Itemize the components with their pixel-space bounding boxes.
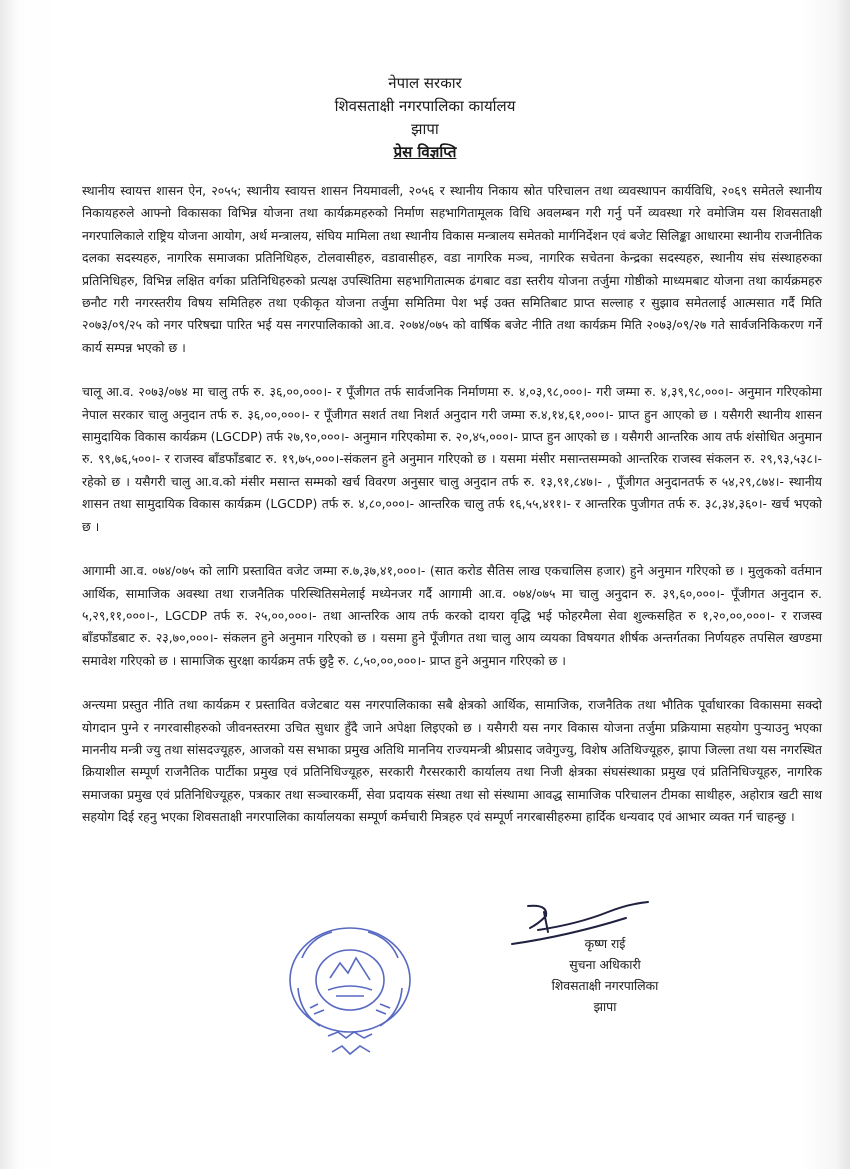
paragraph-current-year-budget: चालू आ.व. २०७३/०७४ मा चालु तर्फ रु. ३६,००,०००।- र पूँजीगत तर्फ सार्वजनिक निर्माणमा रु. ४,०३,९८,०००।- गरी जम्मा रु. ४,३९,९८,०००।- अनुमान गरिएकोमा नेपाल सरकार चालु अनुदान तर्फ रु. ३६,००,०००।- र पूँजीगत सशर्त तथा निशर्त अनुदान गरी जम्मा रु.४,१४,६१,०००।- प्राप्त हुन आएको छ । यसैगरी स्थानीय शासन सामुदायिक विकास कार्यक्रम (LGCDP) तर्फ २७,९०,०००।- अनुमान गरिएकोमा रु. २०,४५,०००।- प्राप्त हुन आएको छ । यसैगरी आन्तरिक आय तर्फ शंसोधित अनुमान रु. ९९,७६,५००।- र राजस्व बाँडफाँडबाट रु. १९,७५,०००।-संकलन हुने अनुमान गरिएको छ । यसमा मंसीर मसान्तसम्मको आन्तरिक राजस्व संकलन रु. २९,९३,५३८।-रहेको छ । यसैगरी चालु आ.व.को मंसीर मसान्त सम्मको खर्च विवरण अनुसार चालु अनुदान तर्फ रु. १३,९१,८४७।- , पूँजीगत अनुदानतर्फ रु ५४,२९,८७४।- स्थानीय शासन तथा सामुदायिक विकास कार्यक्रम (LGCDP) तर्फ रु. ४,८०,०००।- आन्तरिक चालु तर्फ १६,५५,४११।- र आन्तरिक पुजीगत तर्फ रु. ३८,३४,३६०।- खर्च भएको छ । bbox=[82, 384, 822, 534]
government-name: नेपाल सरकार bbox=[388, 74, 462, 92]
paragraph-thanks: अन्त्यमा प्रस्तुत नीति तथा कार्यक्रम र प्रस्तावित वजेटबाट यस नगरपालिकाका सबै क्षेत्रको आर्थिक, सामाजिक, राजनैतिक तथा भौतिक पूर्वाधारका विकासमा सक्दो योगदान पुग्ने र नगरवासीहरुको जीवनस्तरमा उचित सुधार हुँदै जाने अपेक्षा लिइएको छ । यसैगरी यस नगर विकास योजना तर्जुमा प्रक्रियामा सहयोग पुर्‍याउनु भएका माननीय मन्त्री ज्यु तथा सांसदज्यूहरु, आजको यस सभाका प्रमुख अतिथि माननिय राज्यमन्त्री श्रीप्रसाद जवेगुज्यु, विशेष अतिथिज्यूहरु, झापा जिल्ला तथा यस नगरस्थित क्रियाशील सम्पूर्ण राजनैतिक पार्टीका प्रमुख एवं प्रतिनिधिज्यूहरु, सरकारी गैरसरकारी कार्यालय तथा निजी क्षेत्रका संघसंस्थाका प्रमुख एवं प्रतिनिधिज्यूहरु, नागरिक समाजका प्रमुख एवं प्रतिनिधिज्यूहरु, पत्रकार तथा सञ्चारकर्मी, सेवा प्रदायक संस्था तथा सो संस्थामा आवद्ध सामाजिक परिचालन टीमका साथीहरु, अहोरात्र खटी साथ सहयोग दिई रहनु भएका शिवसताक्षी नगरपालिका कार्यालयका सम्पूर्ण कर्मचारी मित्रहरु एवं सम्पूर्ण नगरबासीहरुमा हार्दिक धन्यवाद एवं आभार व्यक्त गर्न चाहन्छु । bbox=[82, 697, 822, 825]
press-release-body bbox=[82, 180, 822, 851]
letterhead bbox=[0, 72, 850, 164]
paragraph-next-year-budget: आगामी आ.व. ०७४/०७५ को लागि प्रस्तावित वजेट जम्मा रु.७,३७,४१,०००।- (सात करोड सैतिस लाख एकचालिस हजार) हुने अनुमान गरिएको छ । मुलुकको वर्तमान आर्थिक, सामाजिक अवस्था तथा राजनैतिक परिस्थितिसमेलाई मध्येनजर गर्दै आगामी आ.व. ०७४/०७५ मा चालु अनुदान रु. ३९,६०,०००।- पूँजीगत अनुदान रु. ५,२९,११,०००।-, LGCDP तर्फ रु. २५,००,०००।- तथा आन्तरिक आय तर्फ करको दायरा वृद्धि भई फोहरमैला सेवा शुल्कसहित रु १,२०,००,०००।- र राजस्व बाँडफाँडबाट रु. २३,७०,०००।- संकलन हुने अनुमान गरिएको छ । यसमा हुने पूँजीगत तथा चालु आय व्ययका विषयगत शीर्षक अन्तर्गतका निर्णयहरु तपसिल खण्डमा समावेश गरिएको छ । सामाजिक सुरक्षा कार्यक्रम तर्फ छुट्टै रु. ८,५०,००,०००।- प्राप्त हुने अनुमान गरिएको छ । bbox=[82, 563, 822, 668]
signatory-name: कृष्ण राई bbox=[584, 936, 626, 951]
office-name: शिवसताक्षी नगरपालिका कार्यालय bbox=[334, 97, 516, 115]
document-title: प्रेस विज्ञप्ति bbox=[393, 143, 457, 161]
district-name: झापा bbox=[411, 120, 439, 138]
signatory-district: झापा bbox=[593, 999, 617, 1014]
signatory-designation: सुचना अधिकारी bbox=[569, 957, 641, 972]
office-seal-stamp bbox=[280, 918, 420, 1068]
paragraph-intro: स्थानीय स्वायत्त शासन ऐन, २०५५; स्थानीय स्वायत्त शासन नियमावली, २०५६ र स्थानीय निकाय स्रोत परिचालन तथा व्यवस्थापन कार्यविधि, २०६९ समेतले स्थानीय निकायहरुले आफ्नो विकासका विभिन्न योजना तथा कार्यक्रमहरुको निर्माण सहभागितामूलक विधि अवलम्बन गरी गर्नु पर्ने व्यवस्था गरे वमोजिम यस शिवसताक्षी नगरपालिकाले राष्ट्रिय योजना आयोग, अर्थ मन्त्रालय, संघिय मामिला तथा स्थानीय विकास मन्त्रालय समेतको मार्गनिर्देशन एवं बजेट सिलिङ्का आधारमा स्थानीय राजनीतिक दलका सदस्यहरु, नागरिक समाजका प्रतिनिधिहरु, टोलवासीहरु, वडावासीहरु, वडा नागरिक मञ्च, नागरिक सचेतना केन्द्रका सदस्यहरु, स्थानीय संघ संस्थाहरुका प्रतिनिधिहरु, विभिन्न लक्षित वर्गका प्रतिनिधिहरुको प्रत्यक्ष उपस्थितिमा सहभागितात्मक ढंगबाट वडा स्तरीय योजना तर्जुमा गोष्ठीको माध्यमबाट योजना तथा कार्यक्रमहरु छनौट गरी नगरस्तरीय विषय समितिहरु तथा एकीकृत योजना तर्जुमा समितिमा पेश भई उक्त समितिबाट प्राप्त सल्लाह र सुझाव समेतलाई आत्मसात गर्दै मिति २०७३/०९/२५ को नगर परिषद्मा पारित भई यस नगरपालिकाको आ.व. २०७४/०७५ को वार्षिक बजेट नीति तथा कार्यक्रम मिति २०७३/०९/२७ गते सार्वजनिकिकरण गर्ने कार्य सम्पन्न भएको छ । bbox=[82, 183, 822, 355]
signatory-block bbox=[520, 933, 690, 1017]
signatory-office: शिवसताक्षी नगरपालिका bbox=[551, 978, 659, 993]
